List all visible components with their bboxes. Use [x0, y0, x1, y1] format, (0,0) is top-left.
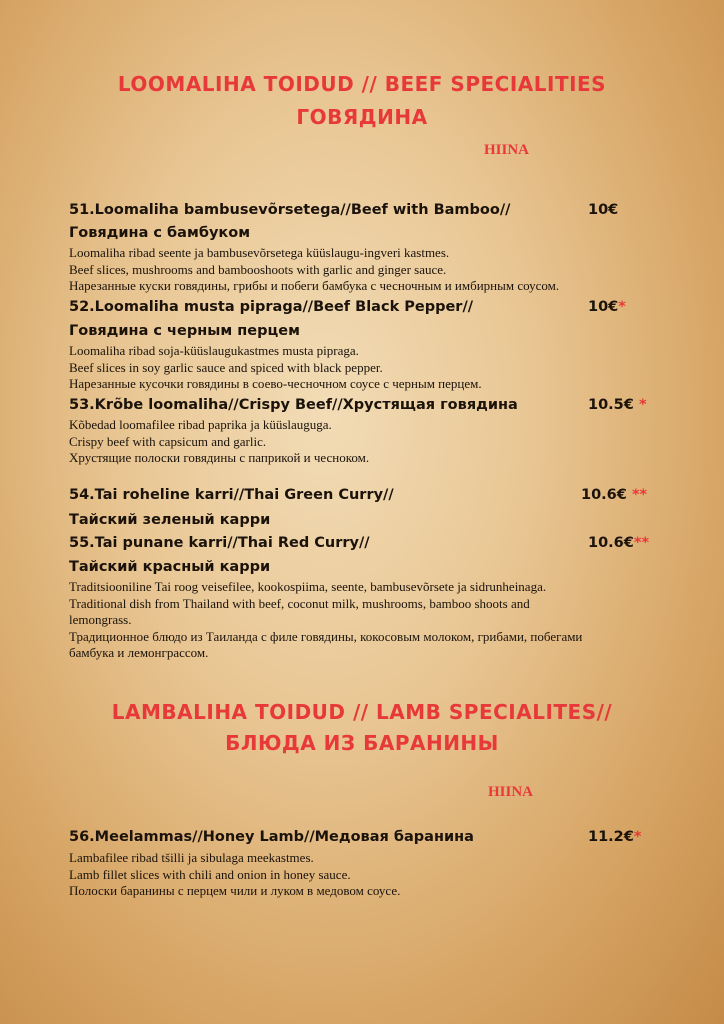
desc-line: Полоски баранины с перцем чили и луком в медовом соусе.: [69, 883, 401, 898]
dish-description: [69, 579, 649, 662]
dish-subtitle: Говядина с бамбуком: [69, 225, 251, 241]
dish-title: 52.Loomaliha musta pipraga//Beef Black Pepper//: [69, 299, 474, 315]
desc-line: Lambafilee ribad tšilli ja sibulaga meekastmes.: [69, 850, 314, 865]
dish-subtitle: Говядина с черным перцем: [69, 323, 300, 339]
desc-line: Хрустящие полоски говядины с паприкой и чесноком.: [69, 450, 370, 465]
desc-line: Traditsiooniline Tai roog veisefilee, kookospiima, seente, bambusevõrsete ja sidrunheinaga.: [69, 579, 547, 594]
cuisine-tag: HIINA: [488, 784, 534, 800]
dish-title: 56.Meelammas//Honey Lamb//Медовая баранина: [69, 829, 474, 845]
desc-line: Нарезанные кусочки говядины в соево-чесночном соусе с черным перцем.: [69, 376, 482, 391]
cuisine-tag: HIINA: [484, 142, 530, 158]
dish-price: 11.2€*: [588, 829, 642, 845]
dish-title: 53.Krõbe loomaliha//Crispy Beef//Хрустящая говядина: [69, 397, 518, 413]
dish-description: [69, 850, 629, 900]
dish-description: [69, 417, 629, 467]
dish-subtitle: Тайский зеленый карри: [69, 512, 271, 528]
lamb-section-heading: LAMBALIHA TOIDUD // LAMB SPECIALITES//: [111, 700, 613, 724]
desc-line: Lamb fillet slices with chili and onion in honey sauce.: [69, 866, 351, 882]
dish-price: 10€: [588, 202, 619, 218]
dish-description: [69, 245, 629, 295]
desc-line: Нарезанные куски говядины, грибы и побеги бамбука с чесночным и имбирным соусом.: [69, 278, 560, 293]
desc-line: Beef slices in soy garlic sauce and spiced with black pepper.: [69, 359, 383, 375]
dish-title: 55.Tai punane karri//Thai Red Curry//: [69, 535, 370, 551]
dish-price: 10.5€ *: [588, 397, 647, 413]
beef-section-heading-ru: ГОВЯДИНА: [296, 105, 428, 129]
beef-section-heading: LOOMALIHA TOIDUD // BEEF SPECIALITIES: [117, 72, 607, 96]
desc-line: Loomaliha ribad seente ja bambusevõrsetega küüslaugu-ingveri kastmes.: [69, 245, 450, 260]
dish-title: 54.Tai roheline karri//Thai Green Curry//: [69, 487, 394, 503]
desc-line: Beef slices, mushrooms and bambooshoots with garlic and ginger sauce.: [69, 261, 447, 277]
dish-subtitle: Тайский красный карри: [69, 559, 271, 575]
dish-price: 10€*: [588, 299, 626, 315]
desc-line: Традиционное блюдо из Таиланда с филе говядины, кокосовым молоком, грибами, побегами: [69, 628, 583, 644]
dish-price: 10.6€**: [588, 535, 650, 551]
desc-line: Crispy beef with capsicum and garlic.: [69, 433, 267, 449]
desc-line: бамбука и лемонграссом.: [69, 645, 209, 660]
dish-description: [69, 343, 629, 393]
dish-title: 51.Loomaliha bambusevõrsetega//Beef with Bamboo//: [69, 202, 511, 218]
desc-line: Kõbedad loomafilee ribad paprika ja küüslauguga.: [69, 417, 332, 432]
lamb-section-heading-ru: БЛЮДА ИЗ БАРАНИНЫ: [225, 731, 499, 755]
desc-line: lemongrass.: [69, 612, 132, 627]
dish-price: 10.6€ **: [581, 487, 648, 503]
desc-line: Loomaliha ribad soja-küüslaugukastmes musta pipraga.: [69, 343, 359, 358]
desc-line: Traditional dish from Thailand with beef, coconut milk, mushrooms, bamboo shoots and: [69, 595, 530, 611]
